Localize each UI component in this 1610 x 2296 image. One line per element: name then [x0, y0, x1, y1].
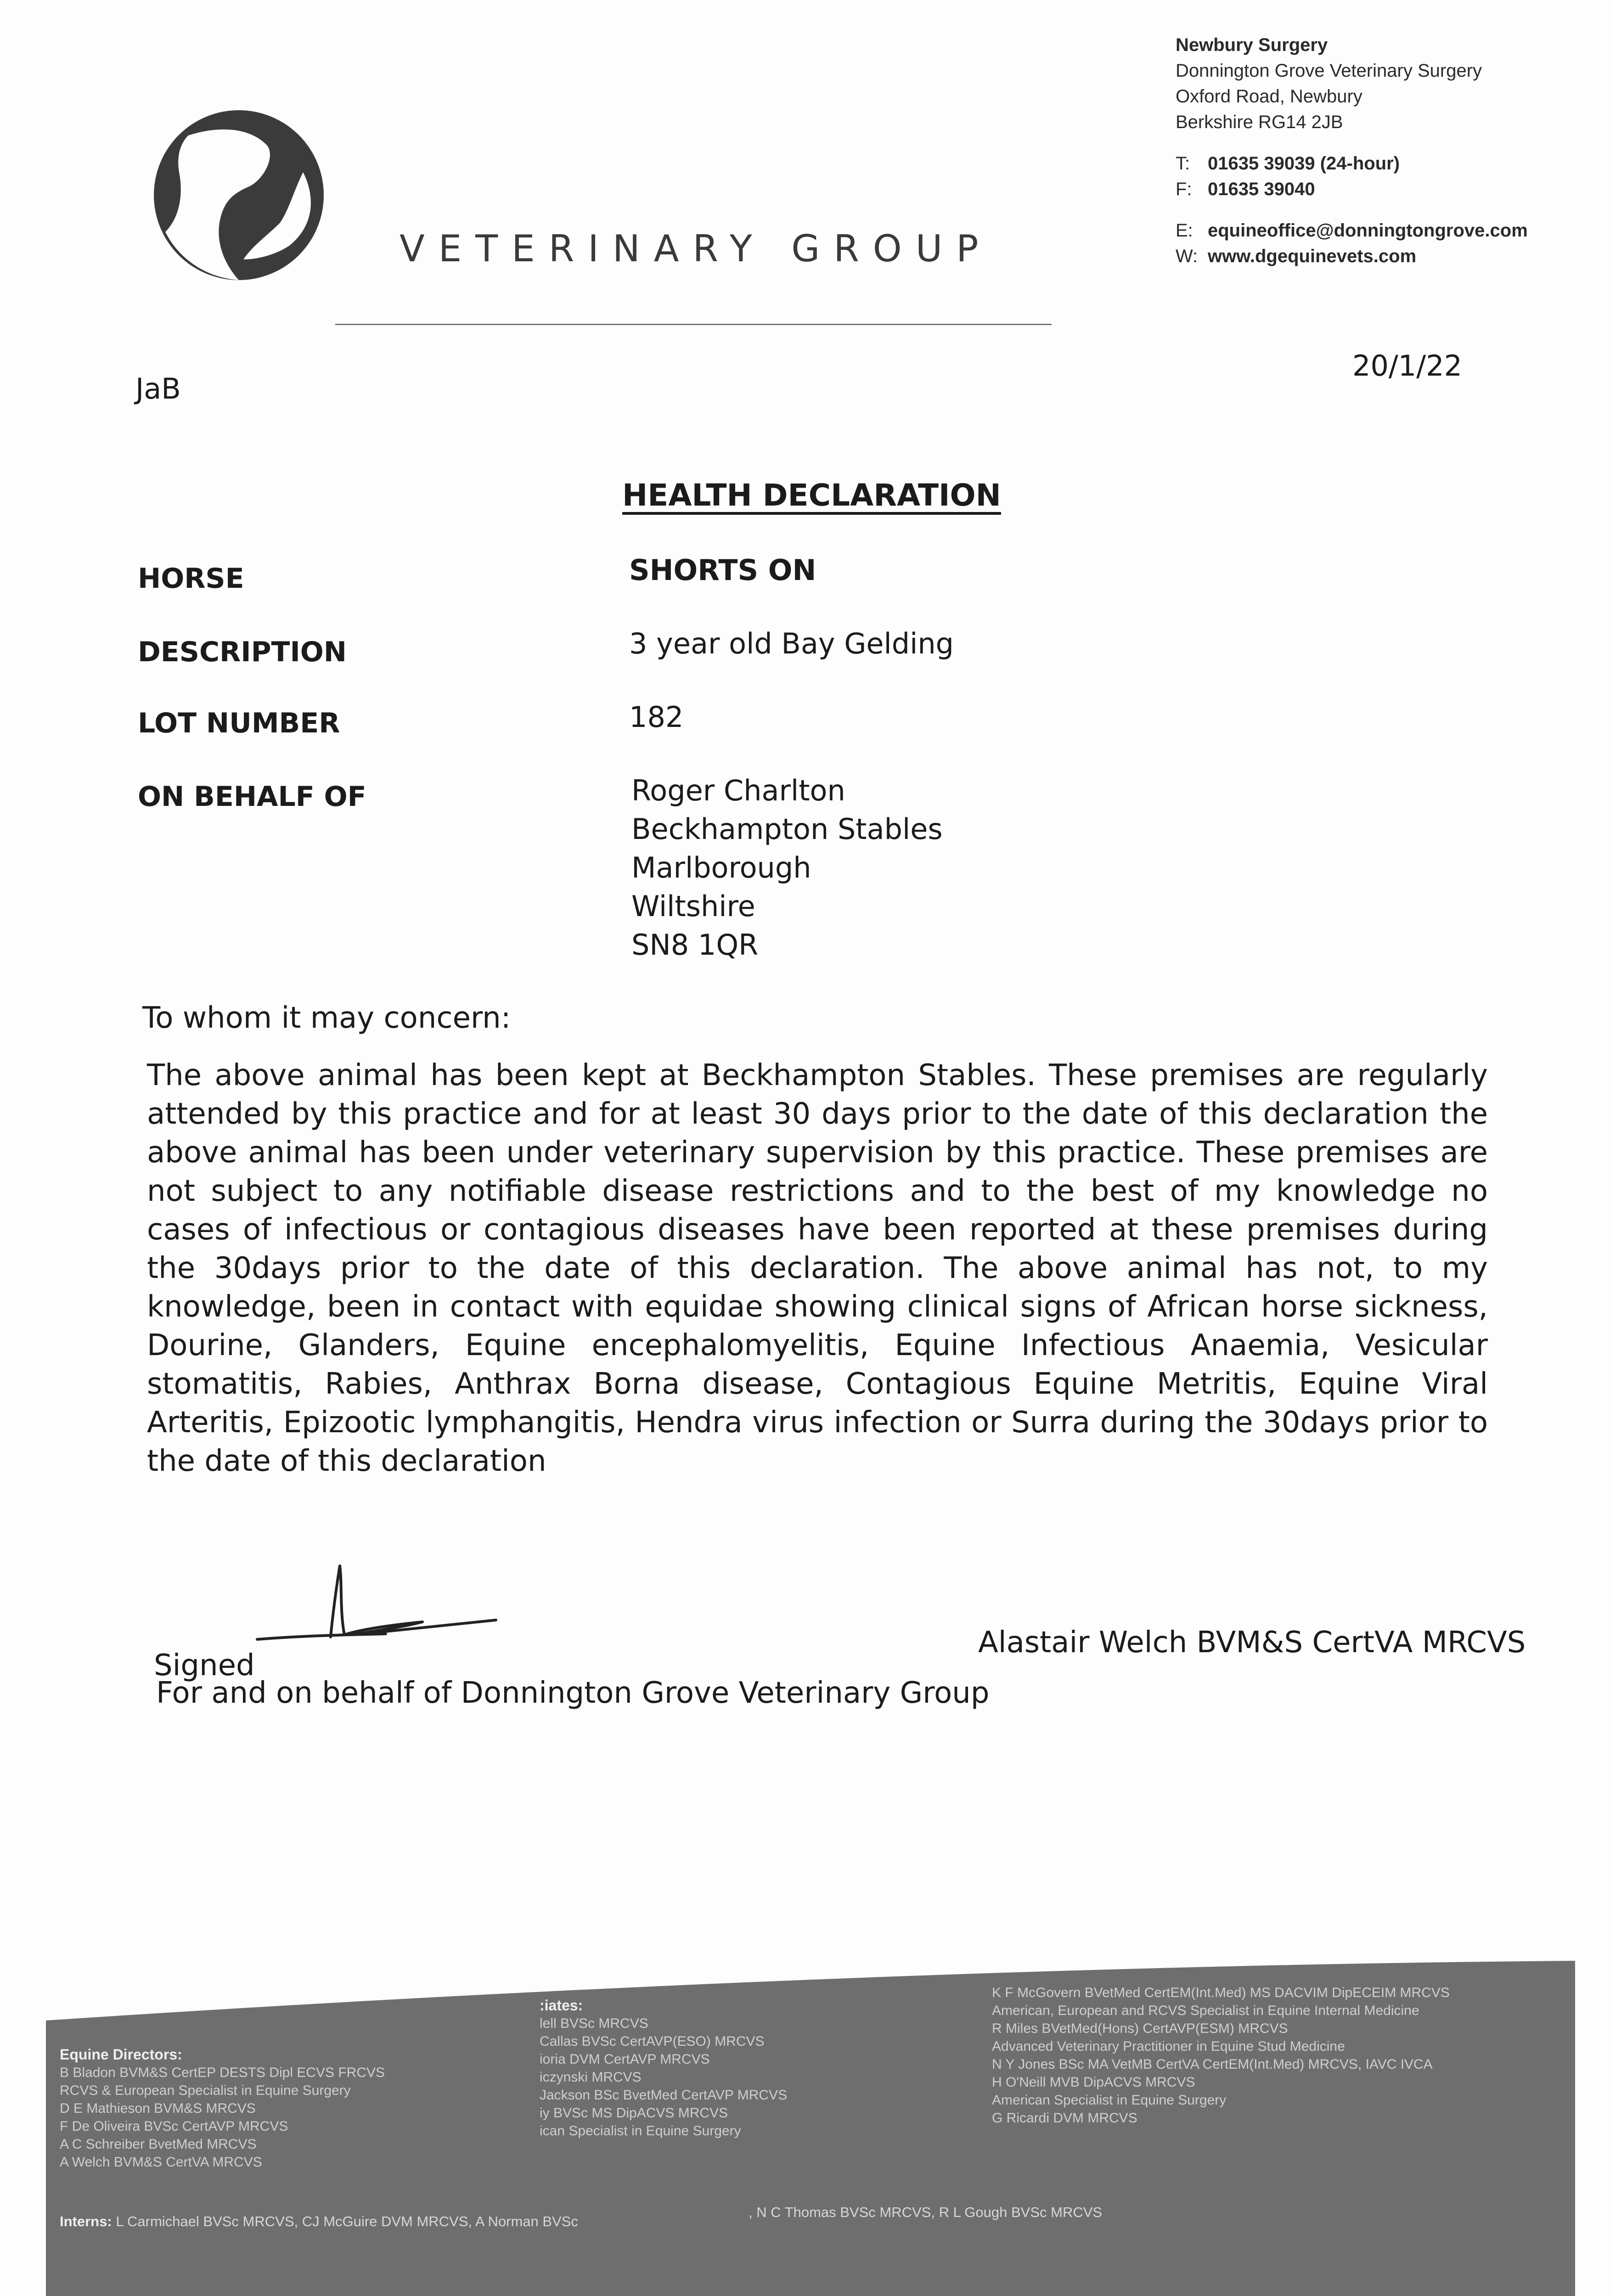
associate: Callas BVSc CertAVP(ESO) MRCVS	[540, 2034, 765, 2049]
address-line: Oxford Road, Newbury	[1176, 86, 1362, 107]
director: F De Oliveira BVSc CertAVP MRCVS	[60, 2119, 288, 2134]
document-title: HEALTH DECLARATION	[622, 478, 1001, 513]
field-label-horse: HORSE	[138, 563, 244, 595]
address-line: Donnington Grove Veterinary Surgery	[1176, 61, 1482, 81]
field-value-horse: SHORTS ON	[629, 553, 816, 587]
field-label-description: DESCRIPTION	[138, 636, 347, 668]
owner-address-line: Wiltshire	[631, 889, 755, 923]
director: D E Mathieson BVM&S MRCVS	[60, 2101, 256, 2116]
director: A Welch BVM&S CertVA MRCVS	[60, 2155, 262, 2170]
surgery-name: Newbury Surgery	[1176, 35, 1328, 55]
fax: F: 01635 39040	[1176, 179, 1315, 199]
associate: iczynski MRCVS	[540, 2070, 642, 2085]
interns-list: L Carmichael BVSc MRCVS, CJ McGuire DVM MRCVS, A Norman BVSc	[116, 2213, 578, 2229]
practice-address	[1176, 32, 1528, 269]
owner-name: Roger Charlton	[631, 774, 845, 807]
owner-postcode: SN8 1QR	[631, 928, 759, 962]
declaration-body: The above animal has been kept at Beckhampton Stables. These premises are regularly attended by this practice and for at least 30 days prior to the date of this declaration the above animal has been under veterinary supervision by this practice. These premises are not subject to any notifiable disease restrictions and to the best of my knowledge no cases of infectious or contagious diseases have been reported at these premises during the 30days prior to the date of this declaration. The above animal has not, to my knowledge, been in contact with equidae showing clinical signs of African horse sickness, Dourine, Glanders, Equine encephalomyelitis, Equine Infectious Anaemia, Vesicular stomatitis, Rabies, Anthrax Borna disease, Contagious Equine Metritis, Equine Viral Arteritis, Epizootic lymphangitis, Hendra virus infection or Surra during the 30days prior to the date of this declaration	[147, 1058, 1488, 1478]
associate: ioria DVM CertAVP MRCVS	[540, 2052, 710, 2067]
brand-wordmark: VETERINARY GROUP	[400, 227, 992, 270]
on-behalf-line: For and on behalf of Donnington Grove Veterinary Group	[156, 1676, 990, 1710]
field-label-lot-number: LOT NUMBER	[138, 707, 340, 739]
interns-line	[60, 2213, 578, 2230]
address-line: Berkshire RG14 2JB	[1176, 112, 1343, 132]
header-divider	[335, 324, 1052, 325]
specialist: N Y Jones BSc MA VetMB CertVA CertEM(Int.Med) MRCVS, IAVC IVCA	[992, 2057, 1433, 2072]
veterinary-group-logo	[152, 108, 326, 282]
associates-heading: :iates:	[540, 1997, 583, 2014]
reference-initials: JaB	[135, 372, 181, 405]
specialist: H O'Neill MVB DipACVS MRCVS	[992, 2075, 1195, 2090]
owner-address	[631, 771, 943, 964]
owner-address-line: Marlborough	[631, 851, 811, 884]
specialist: R Miles BVetMed(Hons) CertAVP(ESM) MRCVS	[992, 2021, 1288, 2036]
associate: iy BVSc MS DipACVS MRCVS	[540, 2105, 728, 2121]
specialist: Advanced Veterinary Practitioner in Equine Stud Medicine	[992, 2039, 1345, 2054]
vet-name: Alastair Welch BVM&S CertVA MRCVS	[978, 1626, 1526, 1660]
field-label-on-behalf-of: ON BEHALF OF	[138, 781, 366, 813]
associates	[540, 1997, 787, 2140]
website: W: www.dgequinevets.com	[1176, 246, 1417, 266]
email: E: equineoffice@donningtongrove.com	[1176, 220, 1528, 241]
specialists	[992, 1984, 1450, 2127]
specialist: K F McGovern BVetMed CertEM(Int.Med) MS DACVIM DipECEIM MRCVS	[992, 1985, 1450, 2000]
director: B Bladon BVM&S CertEP DESTS Dipl ECVS FRCVS	[60, 2065, 385, 2080]
field-value-description: 3 year old Bay Gelding	[629, 627, 954, 660]
salutation: To whom it may concern:	[142, 1001, 511, 1035]
handwritten-signature	[248, 1561, 514, 1681]
owner-address-line: Beckhampton Stables	[631, 812, 943, 846]
associate: Jackson BSc BvetMed CertAVP MRCVS	[540, 2088, 788, 2103]
directors-heading: Equine Directors:	[60, 2046, 182, 2063]
telephone: T: 01635 39039 (24-hour)	[1176, 153, 1400, 174]
interns-line-continued: , N C Thomas BVSc MRCVS, R L Gough BVSc MRCVS	[749, 2204, 1103, 2220]
specialist: American, European and RCVS Specialist in Equine Internal Medicine	[992, 2003, 1419, 2018]
signed-label: Signed	[154, 1649, 255, 1683]
equine-directors	[60, 2046, 385, 2171]
associate: ican Specialist in Equine Surgery	[540, 2123, 741, 2138]
field-value-lot-number: 182	[629, 700, 684, 734]
specialist: G Ricardi DVM MRCVS	[992, 2110, 1137, 2126]
director: RCVS & European Specialist in Equine Surgery	[60, 2083, 351, 2098]
director: A C Schreiber BvetMed MRCVS	[60, 2137, 257, 2152]
interns-heading: Interns:	[60, 2213, 112, 2229]
letter-date: 20/1/22	[1352, 349, 1463, 383]
associate: lell BVSc MRCVS	[540, 2016, 648, 2031]
specialist: American Specialist in Equine Surgery	[992, 2093, 1227, 2108]
